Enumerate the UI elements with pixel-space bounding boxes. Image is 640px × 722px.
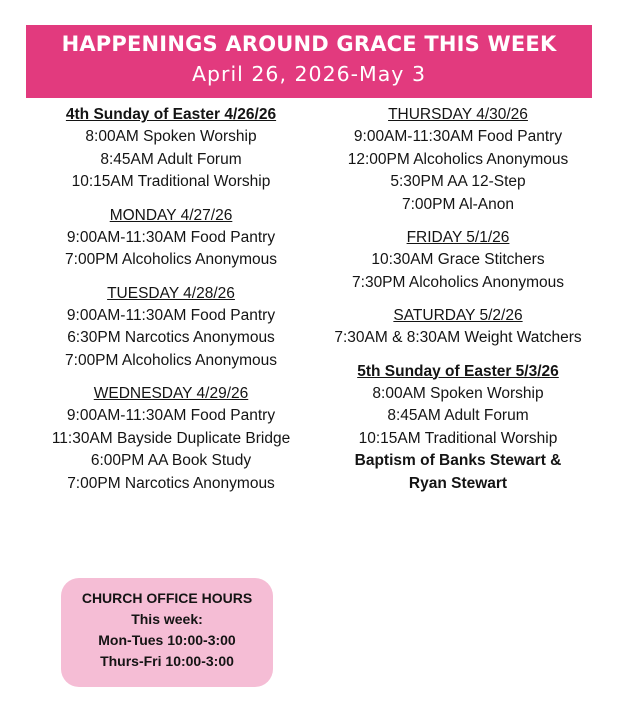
- event-item: 7:00PM Narcotics Anonymous: [67, 474, 275, 492]
- event-item: 8:00AM Spoken Worship: [85, 128, 257, 145]
- office-hours-box: [61, 578, 273, 687]
- event-item: 9:00AM-11:30AM Food Pantry: [66, 228, 276, 246]
- day-block: [46, 104, 296, 194]
- day-heading: TUESDAY 4/28/26: [107, 284, 235, 302]
- event-item: 9:00AM-11:30AM Food Pantry: [66, 306, 276, 324]
- day-block: [46, 205, 296, 272]
- day-heading: WEDNESDAY 4/29/26: [93, 385, 249, 402]
- day-heading: SATURDAY 5/2/26: [393, 307, 523, 324]
- office-hours-line: Thurs-Fri 10:00-3:00: [100, 653, 234, 669]
- day-block: [322, 227, 594, 294]
- event-item: 5:30PM AA 12-Step: [390, 173, 526, 190]
- day-heading: THURSDAY 4/30/26: [388, 106, 528, 123]
- event-item: Ryan Stewart: [408, 474, 508, 492]
- event-item: 12:00PM Alcoholics Anonymous: [347, 150, 569, 168]
- office-hours-title: CHURCH OFFICE HOURS: [81, 590, 253, 606]
- page-title: HAPPENINGS AROUND GRACE THIS WEEK: [61, 32, 557, 56]
- event-item: 10:15AM Traditional Worship: [358, 429, 558, 447]
- event-item: Baptism of Banks Stewart &: [354, 452, 562, 469]
- event-item: 7:00PM Alcoholics Anonymous: [65, 251, 277, 268]
- day-block: [322, 361, 594, 496]
- date-range: April 26, 2026-May 3: [192, 62, 426, 86]
- event-item: 8:00AM Spoken Worship: [372, 384, 544, 402]
- header-banner: [26, 25, 592, 98]
- day-heading: 4th Sunday of Easter 4/26/26: [65, 106, 277, 123]
- day-heading: MONDAY 4/27/26: [109, 206, 233, 224]
- day-block: [322, 104, 594, 216]
- day-block: [322, 305, 594, 350]
- day-block: [46, 283, 296, 373]
- day-heading: FRIDAY 5/1/26: [406, 229, 510, 246]
- office-hours-line: Mon-Tues 10:00-3:00: [98, 632, 236, 648]
- event-item: 6:00PM AA Book Study: [90, 452, 252, 469]
- event-item: 6:30PM Narcotics Anonymous: [67, 329, 275, 346]
- event-item: 8:45AM Adult Forum: [387, 407, 529, 424]
- event-item: 7:30AM & 8:30AM Weight Watchers: [334, 329, 582, 346]
- day-block: [46, 383, 296, 495]
- event-item: 7:00PM Alcoholics Anonymous: [65, 351, 277, 369]
- day-heading: 5th Sunday of Easter 5/3/26: [357, 362, 559, 380]
- event-item: 8:45AM Adult Forum: [100, 150, 242, 168]
- event-item: 11:30AM Bayside Duplicate Bridge: [51, 429, 291, 447]
- schedule-right-column: [322, 104, 594, 506]
- event-item: 7:30PM Alcoholics Anonymous: [352, 273, 564, 291]
- event-item: 10:15AM Traditional Worship: [71, 173, 271, 190]
- event-item: 9:00AM-11:30AM Food Pantry: [353, 128, 563, 145]
- schedule-left-column: [46, 104, 296, 506]
- office-hours-subtitle: This week:: [131, 611, 203, 627]
- event-item: 7:00PM Al-Anon: [401, 195, 514, 213]
- event-item: 9:00AM-11:30AM Food Pantry: [66, 407, 276, 424]
- event-item: 10:30AM Grace Stitchers: [371, 251, 545, 268]
